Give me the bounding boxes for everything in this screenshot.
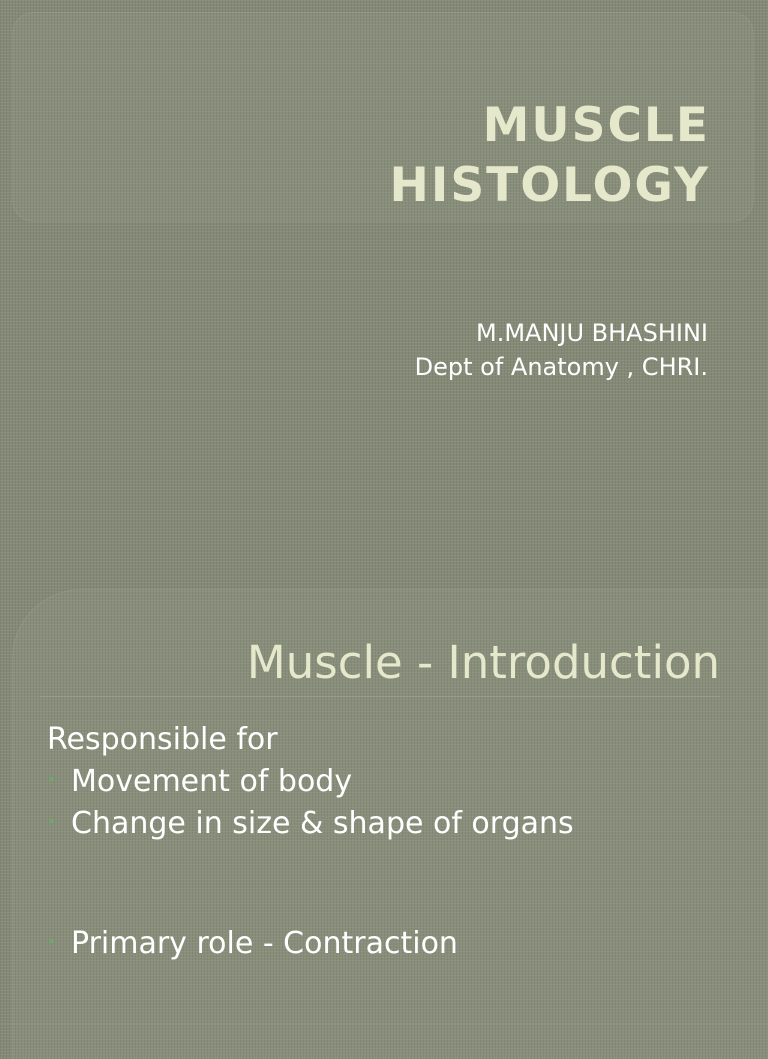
title-line-2: HISTOLOGY [389, 158, 710, 213]
list-item [47, 923, 574, 965]
bullet-text: Change in size & shape of organs [71, 806, 574, 841]
list-item [47, 803, 574, 845]
bullet-icon: • [47, 932, 57, 951]
slide-heading: Muscle - Introduction [246, 636, 720, 689]
title-line-1: MUSCLE [482, 98, 710, 153]
heading-divider [40, 696, 720, 697]
slide-title-heading [390, 96, 711, 216]
lead-text: Responsible for [47, 722, 278, 757]
bullet-text: Movement of body [71, 764, 353, 799]
subtitle-block [415, 316, 708, 384]
bullet-list [47, 761, 574, 965]
slide-introduction [0, 585, 768, 1024]
list-item [47, 761, 574, 803]
bullet-icon: • [47, 812, 57, 831]
bullet-icon: • [47, 770, 57, 789]
bullet-text: Primary role - Contraction [71, 926, 458, 961]
author-name: M.MANJU BHASHINI [475, 319, 708, 347]
author-affiliation: Dept of Anatomy , CHRI. [414, 353, 708, 381]
list-spacer [47, 845, 574, 923]
